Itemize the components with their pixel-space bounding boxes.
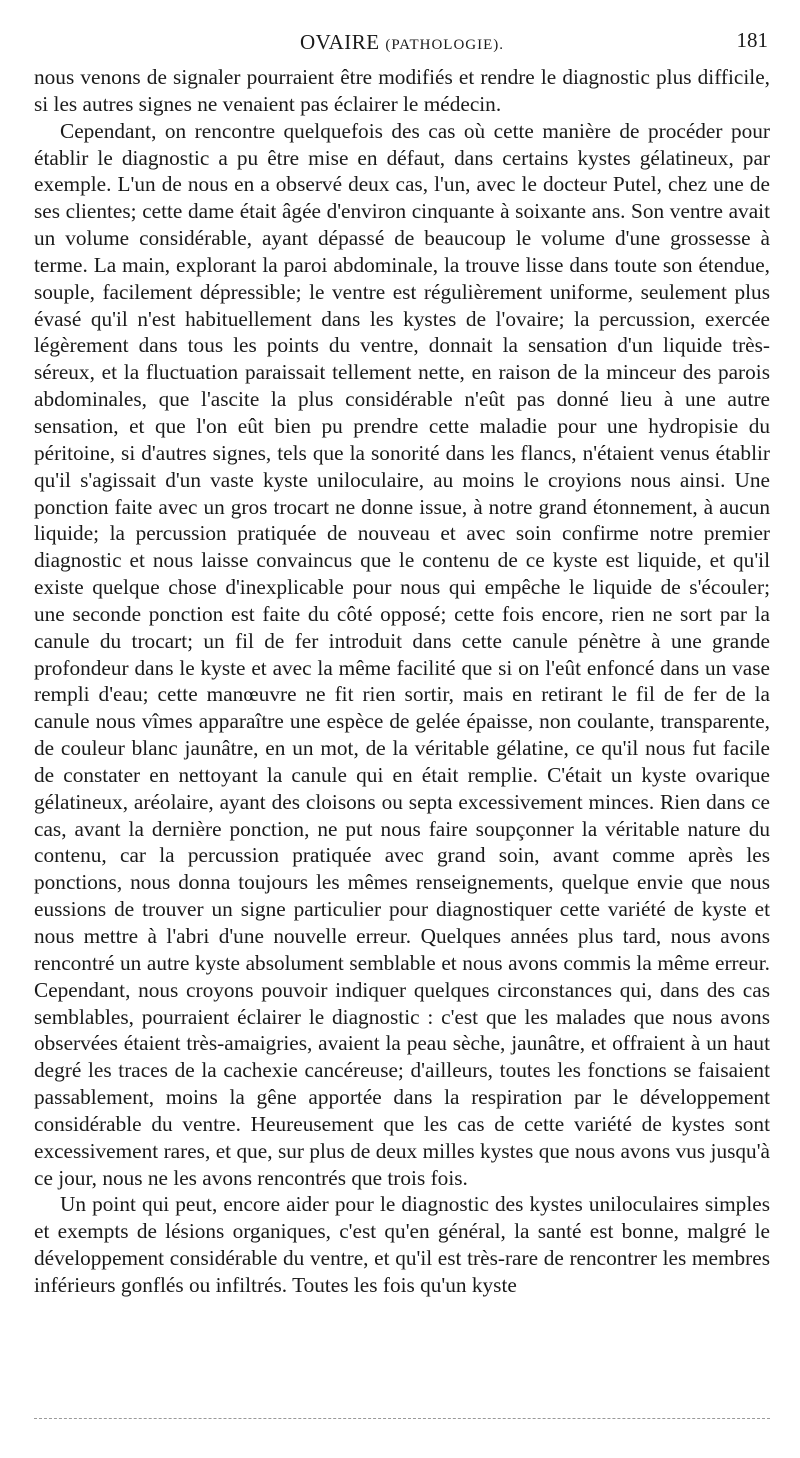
paragraph-gelatinous-cyst-case: Cependant, on rencontre quelquefois des cas où cette manière de procéder pour établir le diagnostic a pu être mise en défaut, dans certains kystes gélatineux, par exemple. L'un de nous en a observé deux cas, l'un, avec le docteur Putel, chez une de ses clientes; cette dame était âgée d'environ cinquante à soixante ans. Son ventre avait un volume considérable, ayant dépassé de beaucoup le volume d'une grossesse à terme. La main, explorant la paroi abdominale, la trouve lisse dans toute son étendue, souple, facilement dépressible; le ventre est régulièrement uniforme, seulement plus évasé qu'il n'est habituellement dans les kystes de l'ovaire; la percussion, exercée légèrement dans tous les points du ventre, donnait la sensation d'un liquide très-séreux, et la fluctuation paraissait tellement nette, en raison de la minceur des parois abdominales, que l'ascite la plus considérable n'eût pas donné lieu à une autre sensation, et que l'on eût bien pu prendre cette maladie pour une hydropisie du péritoine, si d'autres signes, tels que la sonorité dans les flancs, n'étaient venus établir qu'il s'agissait d'un vaste kyste uniloculaire, au moins le croyions nous ainsi. Une ponction faite avec un gros trocart ne donne issue, à notre grand étonnement, à aucun liquide; la percussion pratiquée de nouveau et avec soin confirme notre premier diagnostic et nous laisse convaincus que le contenu de ce kyste est liquide, et qu'il existe quelque chose d'inexplicable pour nous qui empêche le liquide de s'écouler; une seconde ponction est faite du côté opposé; cette fois encore, rien ne sort par la canule du trocart; un fil de fer introduit dans cette canule pénètre à une grande profondeur dans le kyste et avec la même facilité que si on l'eût enfoncé dans un vase rempli d'eau; cette manœuvre ne fit rien sortir, mais en retirant le fil de fer de la canule nous vîmes apparaître une espèce de gelée épaisse, non coulante, transparente, de couleur blanc jaunâtre, en un mot, de la véritable gélatine, ce qu'il nous fut facile de constater en nettoyant la canule qui en était remplie. C'était un kyste ovarique gélatineux, aréolaire, ayant des cloisons ou septa excessivement minces. Rien dans ce cas, avant la dernière ponction, ne put nous faire soupçonner la véritable nature du contenu, car la percussion pratiquée avec grand soin, avant comme après les ponctions, nous donna toujours les mêmes renseignements, quelque envie que nous eussions de trouver un signe particulier pour diagnostiquer cette variété de kyste et nous mettre à l'abri d'une nouvelle erreur. Quelques années plus tard, nous avons rencontré un autre kyste absolument semblable et nous avons commis la même erreur. Cependant, nous croyons pouvoir indiquer quelques circonstances qui, dans des cas semblables, pourraient éclairer le diagnostic : c'est que les malades que nous avons observées étaient très-amaigries, avaient la peau sèche, jaunâtre, et offraient à un haut degré les traces de la cachexie cancéreuse; d'ailleurs, toutes les fonctions se faisaient passablement, moins la gêne apportée dans la respiration par le développement considérable du ventre. Heureusement que les cas de cette variété de kystes sont excessivement rares, et que, sur plus de deux milles kystes que nous avons vus jusqu'à ce jour, nous ne les avons rencontrés que trois fois. — [34, 118, 770, 1190]
body-text — [34, 64, 770, 1299]
page-header — [34, 30, 770, 56]
running-title-main: OVAIRE — [299, 30, 380, 54]
paragraph-continuation: nous venons de signaler pourraient être modifiés et rendre le diagnostic plus difficile, si les autres signes ne venaient pas éclairer le médecin. — [34, 65, 770, 116]
paragraph-unilocular-diagnosis: Un point qui peut, encore aider pour le diagnostic des kystes uniloculaires simples et exempts de lésions organiques, c'est qu'en général, la santé est bonne, malgré le développement considérable du ventre, et qu'il est très-rare de rencontrer les membres inférieurs gonflés ou infiltrés. Toutes les fois qu'un kyste — [34, 1192, 770, 1297]
bottom-edge-rule — [34, 1418, 770, 1419]
running-title-subtitle: (PATHOLOGIE). — [385, 37, 505, 53]
page-number: 181 — [736, 28, 768, 52]
running-title — [34, 30, 770, 55]
